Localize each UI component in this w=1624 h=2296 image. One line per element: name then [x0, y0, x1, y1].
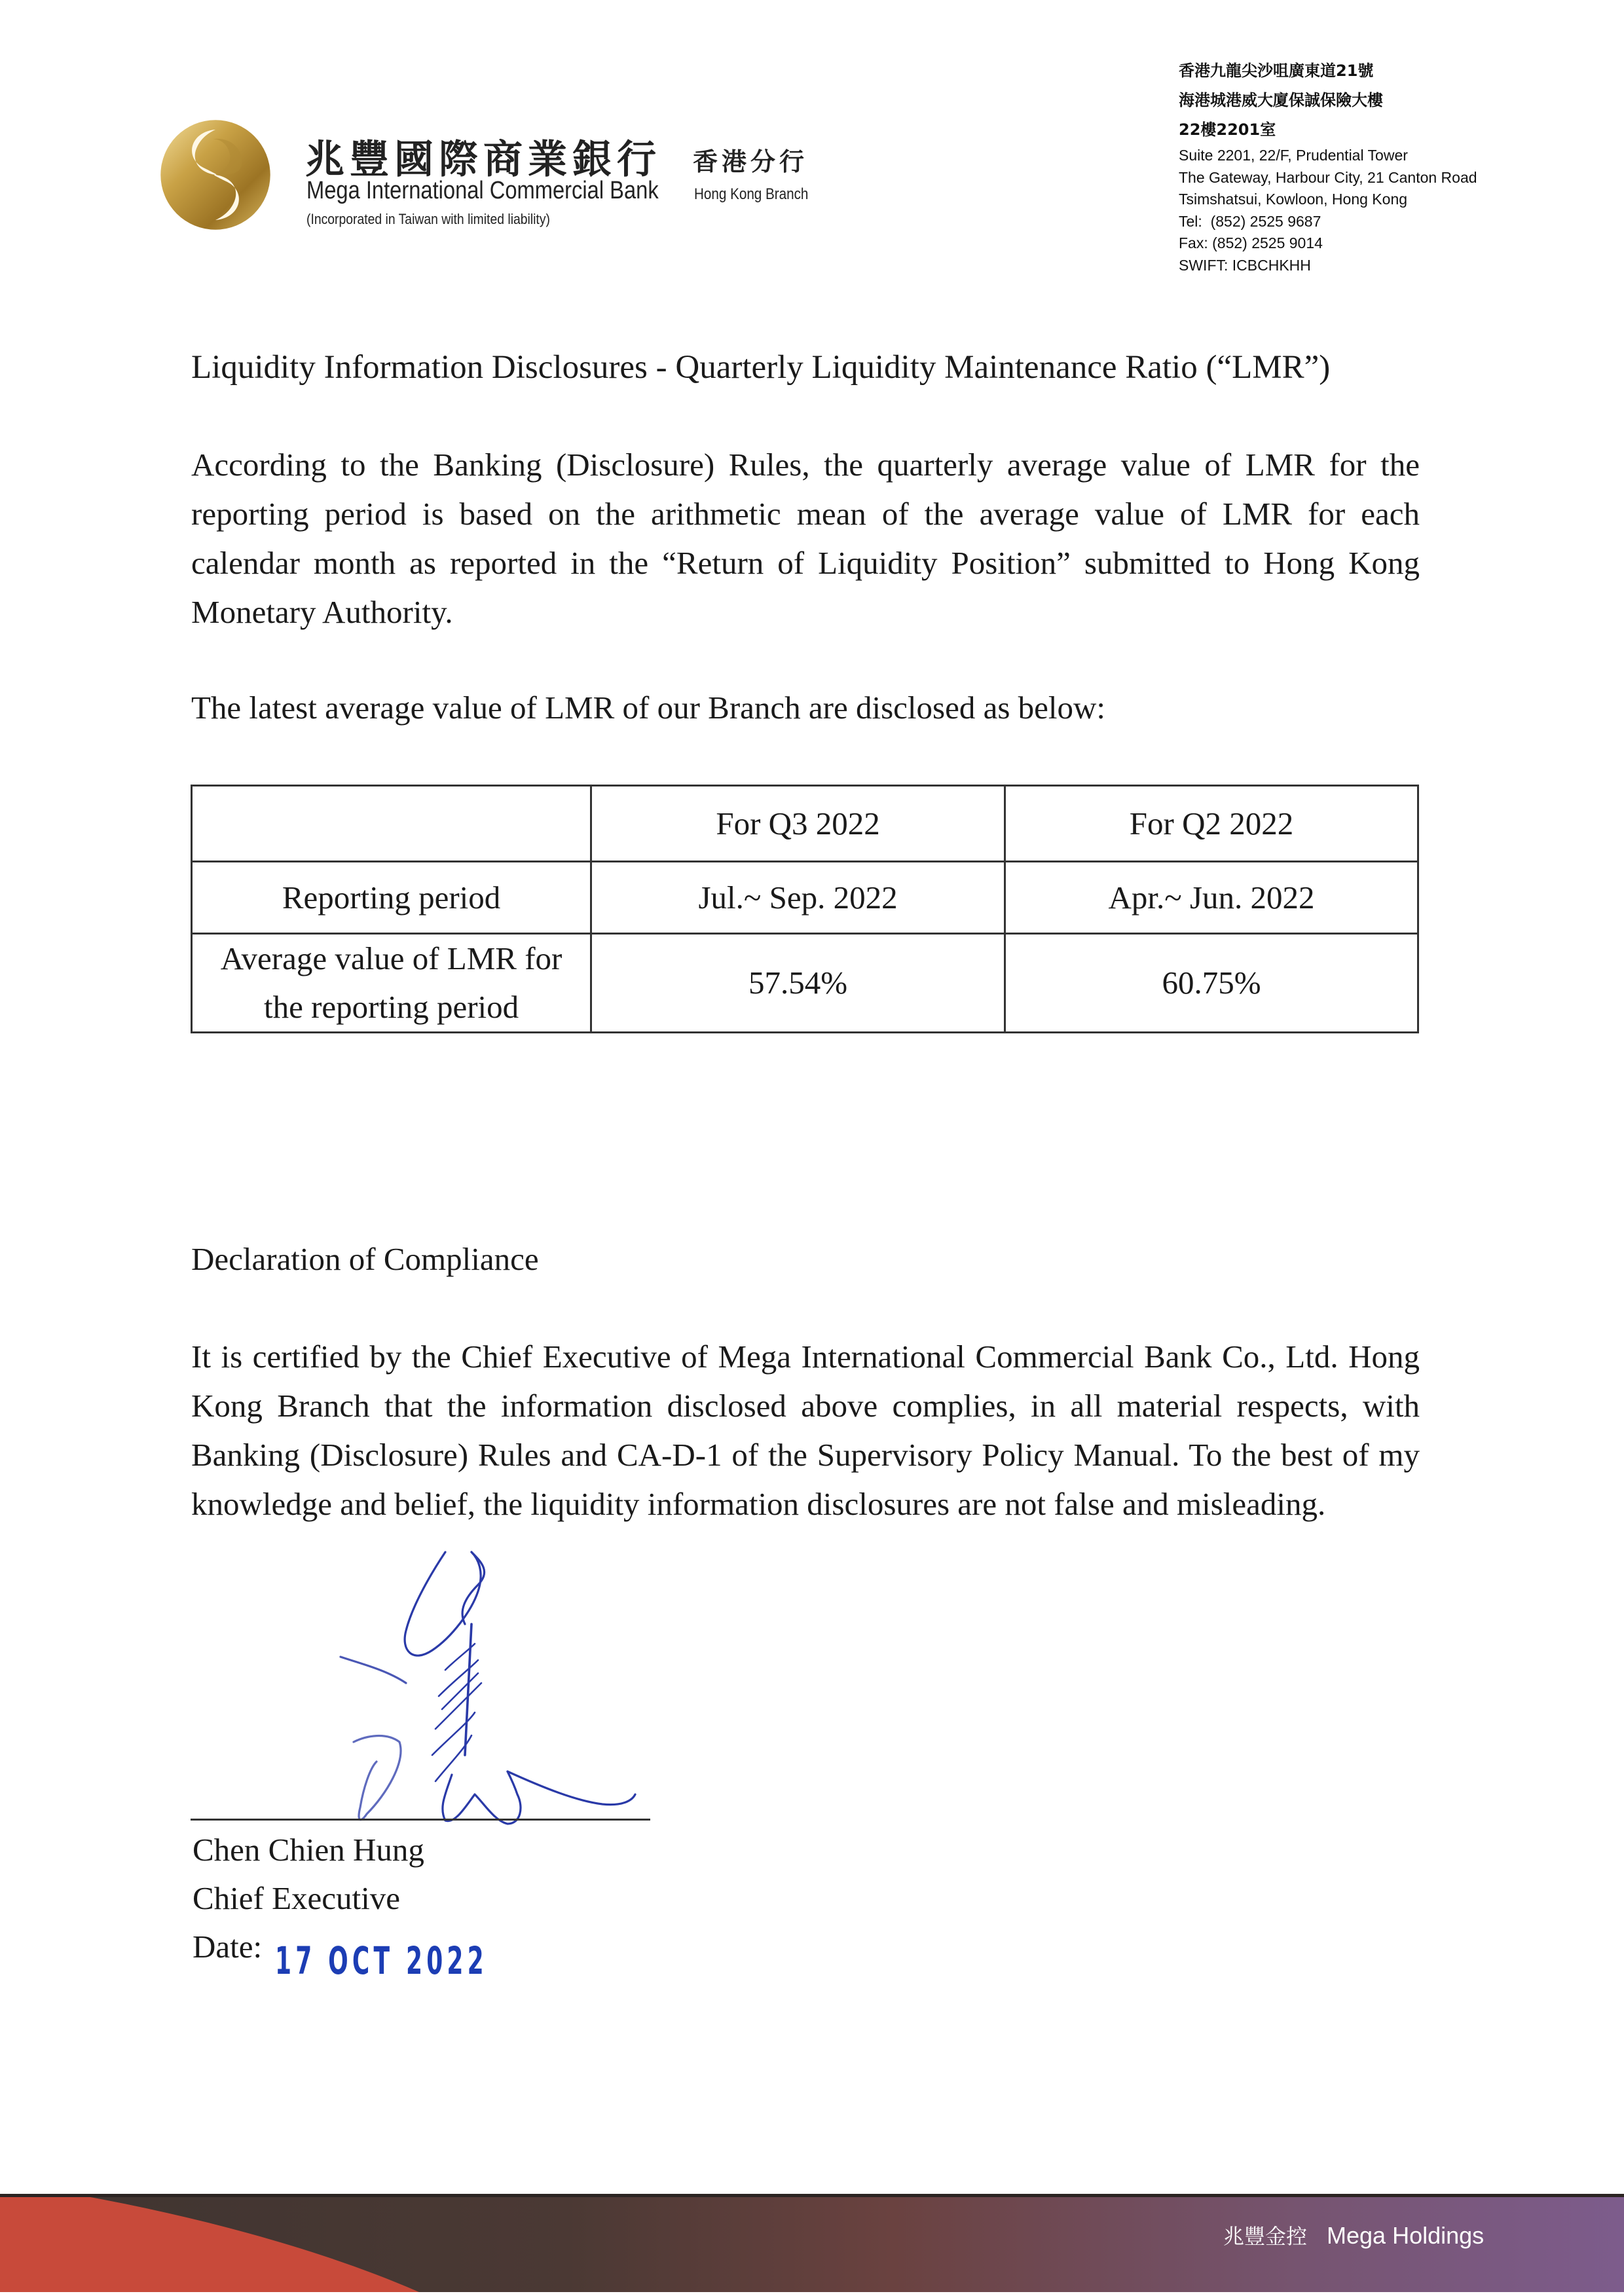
- address-en-line: The Gateway, Harbour City, 21 Canton Road: [1179, 168, 1477, 186]
- signatory-title: Chief Executive: [193, 1880, 401, 1916]
- address-en-line: Suite 2201, 22/F, Prudential Tower: [1179, 147, 1408, 164]
- telephone: Tel: (852) 2525 9687: [1179, 212, 1321, 230]
- date-label: Date:: [193, 1929, 263, 1965]
- table-cell: 60.75%: [1005, 934, 1418, 1033]
- address-cn-line: 海港城港威大廈保誠保險大樓: [1179, 91, 1383, 109]
- table-header-cell: For Q2 2022: [1005, 786, 1418, 862]
- branch-name-chinese: 香港分行: [693, 147, 809, 176]
- handwritten-signature-icon: [249, 1546, 655, 1834]
- table-header-row: [192, 786, 1418, 862]
- address-en-line: Tsimshatsui, Kowloon, Hong Kong: [1179, 191, 1408, 208]
- table-header-cell: [192, 786, 591, 862]
- fax: Fax: (852) 2525 9014: [1179, 234, 1323, 251]
- address-cn-line: 22樓2201室: [1179, 120, 1276, 139]
- swift-code: SWIFT: ICBCHKHH: [1179, 256, 1311, 274]
- branch-address-block: [1179, 56, 1477, 276]
- footer-brand-en: Mega Holdings: [1327, 2222, 1485, 2249]
- declaration-paragraph: It is certified by the Chief Executive of Mega International Commercial Bank Co., Ltd. Hong Kong Branch that the information disclosed above complies, in all material respects, with Banking (Disclosure) Rules and CA-D-1 of the Supervisory Policy Manual. To the best of my knowledge and belief, the liquidity information disclosures are not false and misleading.: [191, 1339, 1420, 1522]
- date-stamp: 17 OCT 2022: [275, 1938, 488, 1983]
- signatory-name: Chen Chien Hung: [193, 1832, 424, 1868]
- table-cell: 57.54%: [591, 934, 1005, 1033]
- bank-logo-icon: [156, 115, 275, 234]
- row-label: Reporting period: [192, 862, 591, 934]
- table-row: [192, 862, 1418, 934]
- intro-paragraph: According to the Banking (Disclosure) Rules, the quarterly average value of LMR for the reporting period is based on the arithmetic mean of the average value of LMR for each calendar month as reported in the “Return of Liquidity Position” submitted to Hong Kong Monetary Authority.: [191, 447, 1420, 630]
- table-cell: Jul.~ Sep. 2022: [591, 862, 1005, 934]
- document-title: Liquidity Information Disclosures - Quarterly Liquidity Maintenance Ratio (“LMR”): [191, 349, 1331, 386]
- signature-line: [191, 1819, 650, 1821]
- bank-name-english: Mega International Commercial Bank: [306, 177, 659, 204]
- footer-brand: [1223, 2220, 1484, 2250]
- address-cn-line: 香港九龍尖沙咀廣東道21號: [1179, 62, 1374, 80]
- table-row: [192, 934, 1418, 1033]
- branch-name-english: Hong Kong Branch: [694, 185, 809, 203]
- table-intro: The latest average value of LMR of our Branch are disclosed as below:: [191, 690, 1105, 726]
- table-cell: Apr.~ Jun. 2022: [1005, 862, 1418, 934]
- incorporation-note: (Incorporated in Taiwan with limited liability): [306, 211, 550, 227]
- declaration-heading: Declaration of Compliance: [191, 1241, 539, 1277]
- footer-brand-cn: 兆豐金控: [1223, 2224, 1308, 2249]
- row-label: Average value of LMR for the reporting period: [192, 934, 591, 1033]
- table-header-cell: For Q3 2022: [591, 786, 1005, 862]
- bank-name-chinese: 兆豐國際商業銀行: [305, 137, 661, 183]
- lmr-table: [191, 785, 1419, 1033]
